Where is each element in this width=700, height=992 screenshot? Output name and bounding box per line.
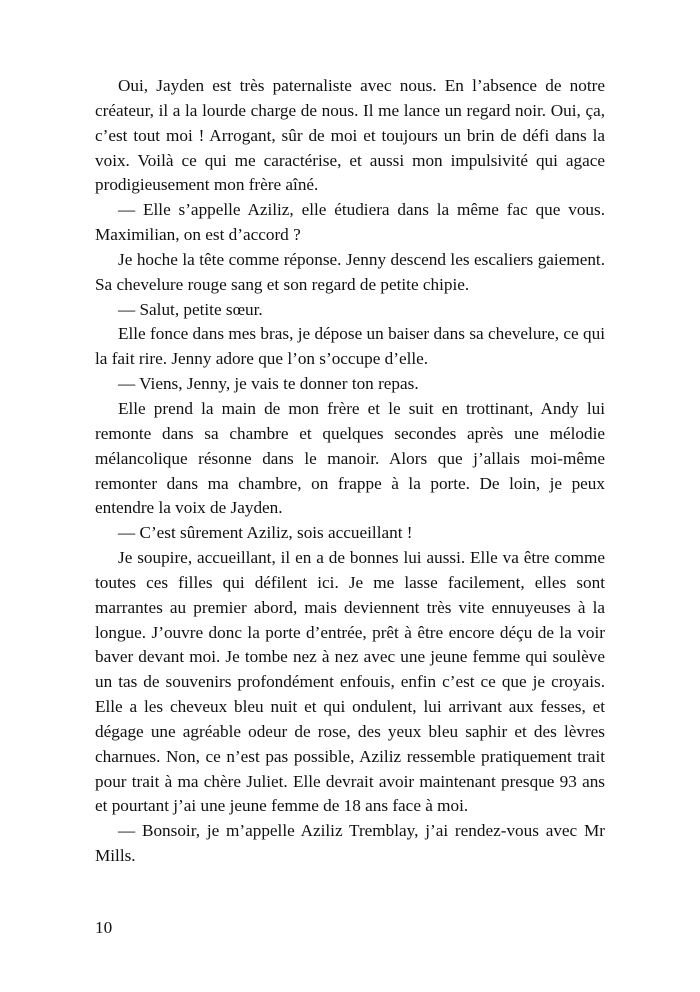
dialogue-line: — Salut, petite sœur. (118, 299, 263, 319)
dialogue-line: — Viens, Jenny, je vais te donner ton repas. (118, 374, 419, 394)
dialogue-line: — Elle s’appelle Aziliz, elle étudiera dans la même fac que vous. Maximilian, on est d’accord ? (95, 200, 605, 245)
body-text (95, 74, 605, 869)
paragraph: Je hoche la tête comme réponse. Jenny descend les escaliers gaiement. Sa chevelure rouge sang et son regard de petite chipie. (95, 249, 605, 294)
page-number: 10 (95, 918, 113, 937)
paragraph: Elle prend la main de mon frère et le suit en trottinant, Andy lui remonte dans sa chambre et quelques secondes après une mélodie mélancolique résonne dans le manoir. Alors que j’allais moi-même remonter dans ma chambre, on frappe à la porte. De loin, je peux entendre la voix de Jayden. (95, 398, 605, 518)
dialogue-line: — Bonsoir, je m’appelle Aziliz Tremblay, j’ai rendez-vous avec Mr Mills. (95, 821, 605, 866)
paragraph: Elle fonce dans mes bras, je dépose un baiser dans sa chevelure, ce qui la fait rire. Jenny adore que l’on s’occupe d’elle. (95, 324, 605, 369)
dialogue-line: — C’est sûrement Aziliz, sois accueillant ! (118, 523, 413, 543)
paragraph: Je soupire, accueillant, il en a de bonnes lui aussi. Elle va être comme toutes ces filles qui défilent ici. Je me lasse facilement, elles sont marrantes au premier abord, mais deviennent très vite ennuyeuses à la longue. J’ouvre donc la porte d’entrée, prêt à être encore déçu de la voir baver devant moi. Je tombe nez à nez avec une jeune femme qui soulève un tas de souvenirs profondément enfouis, enfin c’est ce que je croyais. Elle a les cheveux bleu nuit et qui ondulent, lui arrivant aux fesses, et dégage une agréable odeur de rose, des yeux bleu saphir et des lèvres charnues. Non, ce n’est pas possible, Aziliz ressemble pratiquement trait pour trait à ma chère Juliet. Elle devrait avoir maintenant presque 93 ans et pourtant j’ai une jeune femme de 18 ans face à moi. (95, 548, 605, 816)
paragraph: Oui, Jayden est très paternaliste avec nous. En l’absence de notre créateur, il a la lourde charge de nous. Il me lance un regard noir. Oui, ça, c’est tout moi ! Arrogant, sûr de moi et toujours un brin de défi dans la voix. Voilà ce qui me caractérise, et aussi mon impulsivité qui agace prodigieusement mon frère aîné. (95, 76, 605, 195)
